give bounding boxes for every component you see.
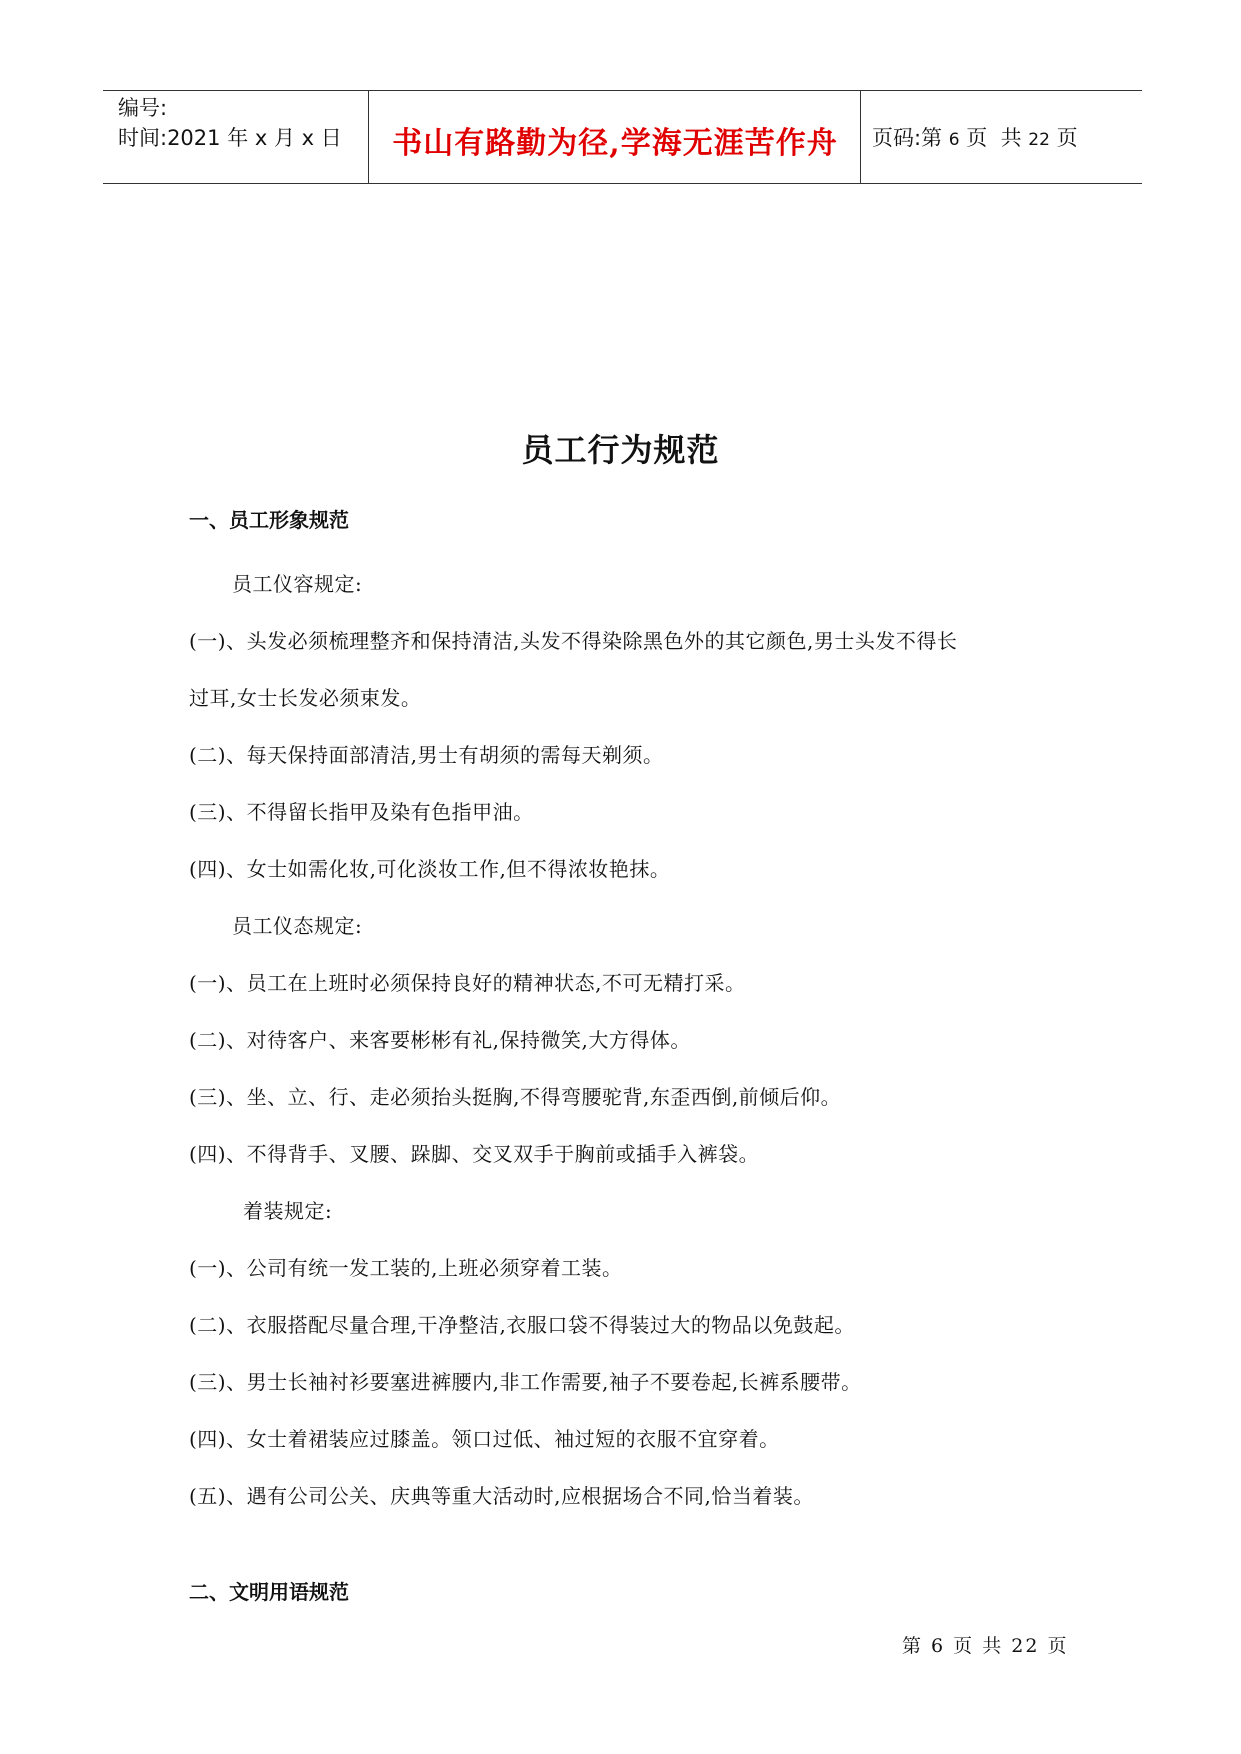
- time-label: 时间:2021 年 x 月 x 日: [118, 126, 342, 150]
- page-suffix: 页: [1049, 126, 1078, 150]
- dress-item-1: (一)、公司有统一发工装的,上班必须穿着工装。: [189, 1256, 623, 1280]
- dress-item-3: (三)、男士长袖衬衫要塞进裤腰内,非工作需要,袖子不要卷起,长裤系腰带。: [189, 1370, 862, 1394]
- dress-item-5: (五)、遇有公司公关、庆典等重大活动时,应根据场合不同,恰当着装。: [189, 1484, 814, 1508]
- appearance-heading: 员工仪容规定:: [232, 572, 363, 596]
- manner-item-4: (四)、不得背手、叉腰、跺脚、交叉双手于胸前或插手入裤袋。: [189, 1142, 760, 1166]
- page-prefix: 页码:第: [872, 126, 949, 150]
- appearance-item-3: (三)、不得留长指甲及染有色指甲油。: [189, 800, 534, 824]
- dress-heading: 着装规定:: [243, 1199, 333, 1223]
- page-total: 22: [1028, 130, 1050, 150]
- page-middle: 页 共: [959, 126, 1029, 150]
- appearance-item-1: (一)、头发必须梳理整齐和保持清洁,头发不得染除黑色外的其它颜色,男士头发不得长: [189, 629, 958, 653]
- appearance-item-2: (二)、每天保持面部清洁,男士有胡须的需每天剃须。: [189, 743, 664, 767]
- section-heading-language: 二、文明用语规范: [189, 1580, 349, 1604]
- serial-label: 编号:: [118, 96, 168, 120]
- header-motto: 书山有路勤为径,学海无涯苦作舟: [392, 126, 838, 161]
- dress-item-2: (二)、衣服搭配尽量合理,干净整洁,衣服口袋不得装过大的物品以免鼓起。: [189, 1313, 855, 1337]
- manner-heading: 员工仪态规定:: [232, 914, 363, 938]
- document-title: 员工行为规范: [521, 431, 720, 469]
- manner-item-3: (三)、坐、立、行、走必须抬头挺胸,不得弯腰驼背,东歪西倒,前倾后仰。: [189, 1085, 842, 1109]
- page-current: 6: [948, 130, 960, 150]
- manner-item-2: (二)、对待客户、来客要彬彬有礼,保持微笑,大方得体。: [189, 1028, 691, 1052]
- section-heading-image: 一、员工形象规范: [189, 508, 349, 532]
- header-meta: [118, 93, 342, 153]
- dress-item-4: (四)、女士着裙装应过膝盖。领口过低、袖过短的衣服不宜穿着。: [189, 1427, 780, 1451]
- header-top-rule: [103, 90, 1142, 91]
- page-footer: 第 6 页 共 22 页: [902, 1635, 1069, 1657]
- manner-item-1: (一)、员工在上班时必须保持良好的精神状态,不可无精打采。: [189, 971, 746, 995]
- header-bottom-rule: [103, 183, 1142, 184]
- appearance-item-4: (四)、女士如需化妆,可化淡妆工作,但不得浓妆艳抹。: [189, 857, 671, 881]
- header-divider-left: [368, 90, 369, 183]
- header-page-info: [872, 122, 1078, 152]
- header-divider-right: [860, 90, 861, 183]
- appearance-item-1-cont: 过耳,女士长发必须束发。: [189, 686, 422, 710]
